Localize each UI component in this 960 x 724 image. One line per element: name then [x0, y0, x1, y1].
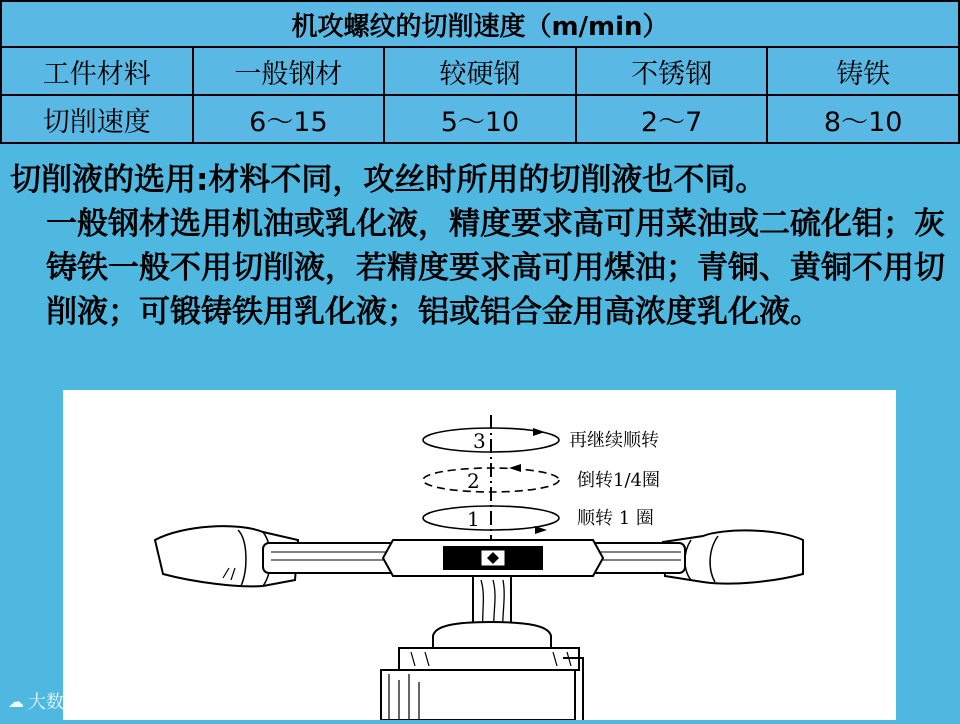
row-label-speed: 切削速度: [1, 95, 193, 143]
table-header-row: [1, 47, 959, 95]
table-row: [1, 95, 959, 143]
speed-cast-iron: 8～10: [767, 95, 959, 143]
cutting-speed-table: [0, 0, 960, 144]
watermark: [8, 688, 100, 714]
speed-stainless-steel: 2～7: [576, 95, 768, 143]
vise-block: [381, 670, 575, 720]
header-general-steel: 一般钢材: [193, 47, 385, 95]
step-1-label: 顺转 1 圈: [577, 508, 654, 529]
tap-wrench-figure: [63, 390, 896, 720]
arrow-1-icon: [535, 526, 547, 534]
watermark-logo-icon: ☁: [8, 691, 24, 711]
arrow-3-icon: [533, 428, 545, 436]
watermark-text: 大数跨境: [28, 692, 100, 713]
arrow-2-icon: [509, 464, 521, 472]
step-3-number: 3: [473, 429, 486, 453]
speed-hard-steel: 5～10: [384, 95, 576, 143]
nut: [399, 648, 579, 670]
tap-wrench-illustration: [63, 390, 896, 720]
header-material: 工件材料: [1, 47, 193, 95]
step-3-label: 再继续顺转: [569, 430, 659, 451]
header-cast-iron: 铸铁: [767, 47, 959, 95]
table-title: 机攻螺纹的切削速度（m/min）: [1, 1, 959, 47]
header-stainless-steel: 不锈钢: [576, 47, 768, 95]
step-1-number: 1: [467, 507, 480, 531]
speed-general-steel: 6～15: [193, 95, 385, 143]
paragraph-line-2: 一般钢材选用机油或乳化液，精度要求高可用菜油或二硫化钼；灰铸铁一般不用切削液，若精度要求高可用煤油；青铜、黄铜不用切削液；可锻铸铁用乳化液；铝或铝合金用高浓度乳化液。: [46, 206, 945, 330]
cutting-fluid-paragraph: [10, 158, 950, 334]
paragraph-line-1: 切削液的选用:材料不同，攻丝时所用的切削液也不同。: [10, 162, 767, 198]
tap-collar: [433, 622, 551, 650]
table-title-row: [1, 1, 959, 47]
step-2-label: 倒转1/4圈: [577, 470, 660, 491]
step-2-number: 2: [467, 469, 480, 493]
header-hard-steel: 较硬钢: [384, 47, 576, 95]
